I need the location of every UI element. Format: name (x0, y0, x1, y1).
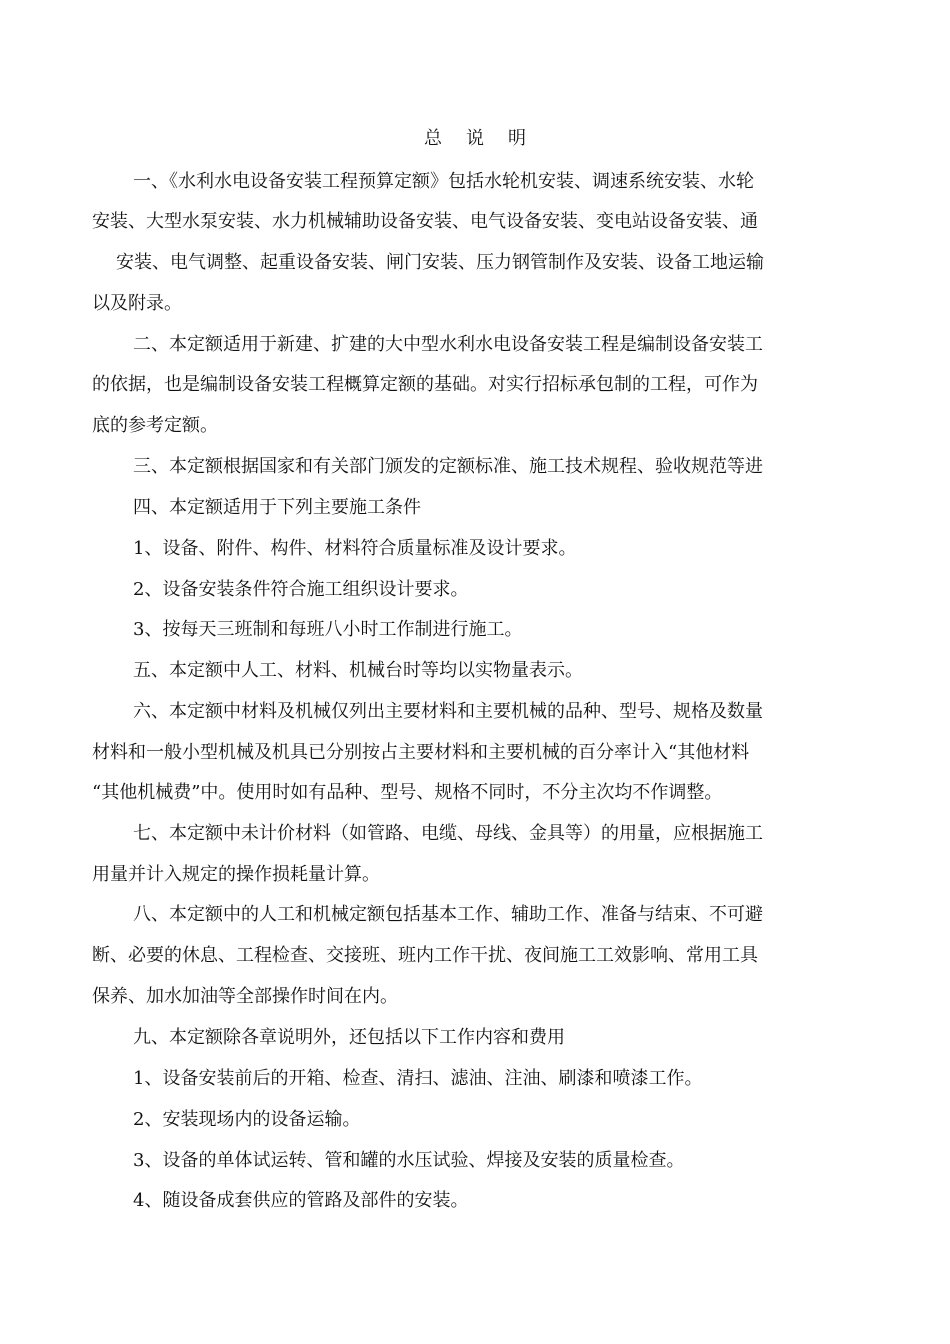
text-line: 3、按每天三班制和每班八小时工作制进行施工。 (133, 619, 523, 640)
text-line: 用量并计入规定的操作损耗量计算。 (92, 864, 380, 885)
text-line: 2、安装现场内的设备运输。 (133, 1109, 361, 1130)
text-line: 三、本定额根据国家和有关部门颁发的定额标准、施工技术规程、验收规范等进 (133, 456, 763, 477)
text-line: 4、随设备成套供应的管路及部件的安装。 (133, 1190, 469, 1211)
text-line: 1、设备安装前后的开箱、检查、清扫、滤油、注油、刷漆和喷漆工作。 (133, 1068, 703, 1089)
text-line: 保养、加水加油等全部操作时间在内。 (92, 986, 398, 1007)
text-line: 以及附录。 (92, 293, 182, 314)
text-line: 断、必要的休息、工程检查、交接班、班内工作干扰、夜间施工工效影响、常用工具 (92, 945, 758, 966)
text-line: 3、设备的单体试运转、管和罐的水压试验、焊接及安装的质量检查。 (133, 1150, 685, 1171)
text-line: 的依据，也是编制设备安装工程概算定额的基础。对实行招标承包制的工程，可作为 (92, 374, 758, 395)
text-line: “其他机械费”中。使用时如有品种、型号、规格不同时，不分主次均不作调整。 (92, 782, 723, 803)
text-line: 安装、大型水泵安装、水力机械辅助设备安装、电气设备安装、变电站设备安装、通 (92, 211, 758, 232)
text-line: 一、《水利水电设备安装工程预算定额》包括水轮机安装、调速系统安装、水轮 (133, 171, 754, 192)
text-line: 八、本定额中的人工和机械定额包括基本工作、辅助工作、准备与结束、不可避 (133, 904, 763, 925)
text-line: 2、设备安装条件符合施工组织设计要求。 (133, 579, 469, 600)
text-line: 六、本定额中材料及机械仅列出主要材料和主要机械的品种、型号、规格及数量 (133, 701, 763, 722)
document-title: 总说明 (424, 128, 550, 149)
text-line: 四、本定额适用于下列主要施工条件 (133, 497, 421, 518)
text-line: 五、本定额中人工、材料、机械台时等均以实物量表示。 (133, 660, 583, 681)
text-line: 九、本定额除各章说明外，还包括以下工作内容和费用 (133, 1027, 565, 1048)
text-line: 安装、电气调整、起重设备安装、闸门安装、压力钢管制作及安装、设备工地运输 (116, 252, 764, 273)
text-line: 七、本定额中未计价材料（如管路、电缆、母线、金具等）的用量，应根据施工 (133, 823, 763, 844)
text-line: 1、设备、附件、构件、材料符合质量标准及设计要求。 (133, 538, 577, 559)
text-line: 底的参考定额。 (92, 415, 218, 436)
text-line: 材料和一般小型机械及机具已分别按占主要材料和主要机械的百分率计入“其他材料 (92, 742, 750, 763)
text-line: 二、本定额适用于新建、扩建的大中型水利水电设备安装工程是编制设备安装工 (133, 334, 763, 355)
